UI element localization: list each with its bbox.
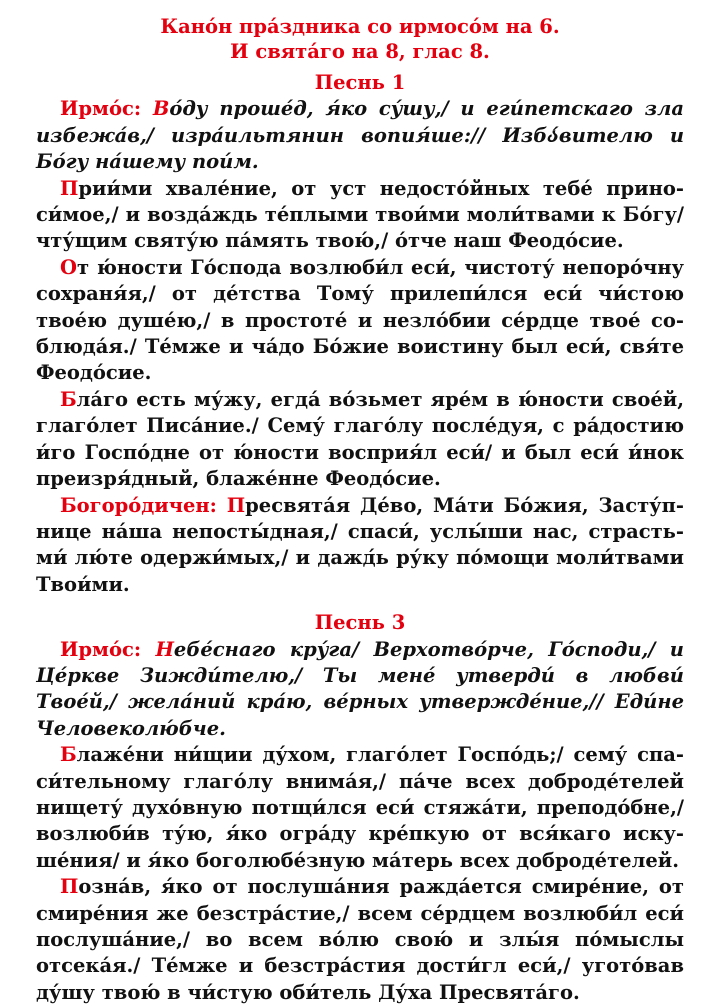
troparion-text: т ю́ности Го́спода возлюби́л еси́, чистоту́ непоро́чну сохраня́я,/ от де́тства Тому́ прилепи́лся еси́ чи́стою твое́ю душе́ю,/ в простоте́ и незло́бии се́рдце твое́ со-блюда́я./ Те́мже и ча́до Бо́жие воистину был еси́, свя́те Феодо́сие. — [36, 255, 684, 385]
irmos-label: Ирмо́с: — [60, 637, 156, 661]
troparion-initial: П — [60, 875, 79, 899]
ode-3-title: Песнь 3 — [314, 611, 406, 635]
heading-line-2: И свята́го на 8, глас 8. — [230, 40, 490, 63]
irmos-initial: В — [152, 97, 170, 121]
ode-3-irmos — [36, 637, 684, 743]
ode-1-irmos — [36, 96, 684, 175]
irmos-label: Ирмо́с: — [60, 97, 153, 121]
irmos-initial: Н — [155, 637, 174, 661]
theotokion-text: ресвята́я Де́во, Ма́ти Бо́жия, Засту́п-нице на́ша непосты́дная,/ спаси́, услы́ши нас, страсть-ми́ лю́те одержи́мых,/ и дажд́ь ру́ку по́мощи моли́твами Твои́ми. — [36, 493, 684, 596]
troparion-text: лаже́ни ни́щии ду́хом, глаго́лет Госпо́дь;/ сему́ спа-си́тельному глаго́лу внима́я,/ па́че всех доброде́телей нищету́ духо́вную потщи́лся еси́ стяжа́ти, преподо́бне,/ возлюби́в ту́ю, я́ко огра́ду кре́пкую от вся́каго иску-ше́ния/ и я́ко боголюбе́зную ма́терь всех доброде́телей. — [36, 743, 684, 872]
troparion-initial: О — [60, 255, 77, 279]
troparion-text: ла́го есть му́жу, егда́ во́зьмет яре́м в ю́ности свое́й, глаго́лет Писа́ние./ Сему́ глаго́лу после́дуя, с ра́достию и́го Госпо́дне от ю́ности восприя́л еси́/ и был еси́ и́нок преизря́дный, блаже́нне Феодо́сие. — [36, 387, 684, 491]
ode-1-title: Песнь 1 — [314, 71, 406, 94]
theotokion-label: Богоро́дичен: — [60, 493, 227, 517]
irmos-text: о́ду проше́д, я́ко су́шу,/ и еги́петскаго зла избежа́в,/ изра́ильтянин вопия́ше:// Избა́вителю и Бо́гу на́шему пои́м. — [36, 97, 684, 174]
ode-1-troparion-3 — [36, 387, 684, 493]
troparion-initial: Б — [60, 387, 77, 411]
ode-3-troparion-1 — [36, 742, 684, 874]
irmos-text: ебе́снаго кру́га/ Верхотво́рче, Го́споди,/ и Це́ркве Зижди́телю,/ Ты мене́ утверди́ в любви́ Твое́й,/ жела́ний кра́ю, ве́рных утвержде́ние,// Еди́не Человеколю́бче. — [36, 637, 684, 740]
troparion-text: рии́ми хвале́ние, от уст недосто́йных тебе́ прино-си́мое,/ и возда́ждь те́плыми твои́ми моли́твами к Бо́гу/ чту́щим святу́ю па́мять твою́,/ о́тче наш Феодо́сие. — [36, 176, 684, 253]
ode-3-troparion-2 — [36, 874, 684, 1006]
troparion-text: озна́в, я́ко от послуша́ния ражда́ется смире́ние, от смире́ния же безстра́стие,/ всем се́рдцем возлюби́л еси́ послуша́ние,/ во всем во́лю свою́ и злы́я по́мыслы отсека́я./ Те́мже и безстра́стия дости́гл еси́,/ угото́вав ду́шу твою́ в чи́стую оби́тель Ду́ха Пресвята́го. — [36, 875, 684, 1004]
theotokion-initial: П — [226, 493, 246, 517]
ode-1-troparion-2 — [36, 255, 684, 387]
troparion-initial: П — [60, 176, 79, 200]
troparion-initial: Б — [60, 743, 77, 767]
ode-1-troparion-1 — [36, 176, 684, 255]
page-heading — [36, 14, 684, 64]
heading-line-1: Кано́н пра́здника со ирмосо́м на 6. — [160, 15, 560, 38]
ode-1-theotokion — [36, 493, 684, 599]
